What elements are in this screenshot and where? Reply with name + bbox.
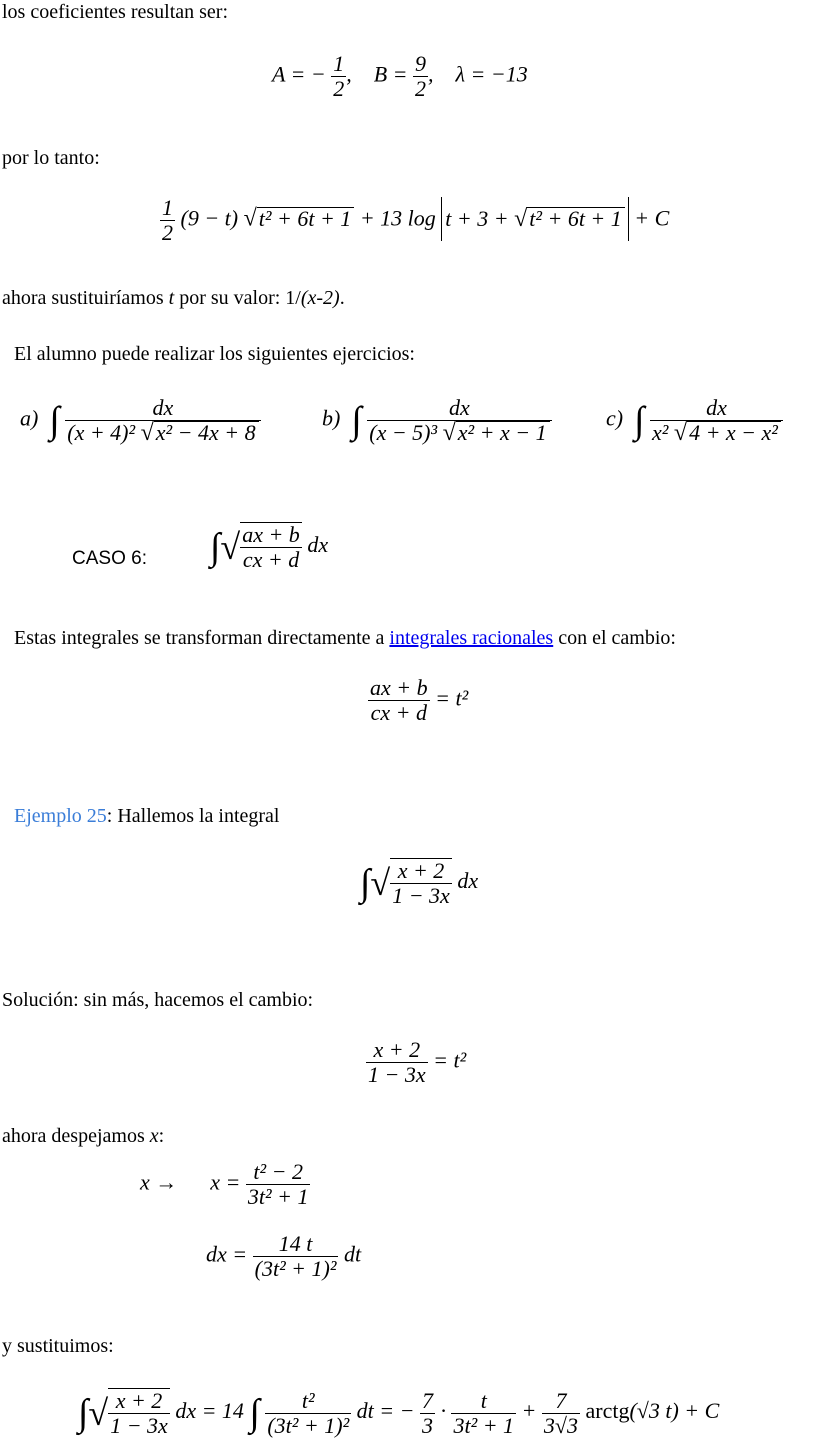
caso-integral: ∫√ $\frac{ax + b}{cx + d}$ dx (210, 522, 329, 572)
exercises-intro: El alumno puede realizar los siguientes ejercicios: (14, 343, 415, 365)
caso-label: CASO 6: (72, 548, 147, 569)
final-formula: ∫√ $\frac{x + 2}{1 - 3x}$ dx = 14 ∫ $\frac{\text{t²}}{\text{(3t² + 1)²}}$ dt = − $\frac{7}{3}$ · $\frac{t}{\text{3t² + 1}}$ + $\frac{7}{3√3}$ arctg(√3 t) + C (78, 1387, 720, 1438)
exercise-a: a) ∫ $\frac{dx}{\text{(x + 4)² √x² − 4x + 8}}$ (20, 396, 261, 445)
sustituir-text: ahora sustituiríamos t por su valor: 1/(x-2). (2, 287, 345, 309)
dx-expression: dx = $\frac{14 t}{\text{(3t² + 1)²}}$ dt (206, 1231, 362, 1281)
exercise-c: c) ∫ $\frac{dx}{\text{x² √4 + x − x²}}$ (606, 396, 783, 445)
ejemplo-label: Ejemplo 25 (14, 805, 107, 827)
ejemplo-integral: ∫√ $\frac{x + 2}{1 - 3x}$ dx (360, 858, 479, 908)
por-lo-tanto-text: por lo tanto: (2, 147, 100, 169)
sustituimos-text: y sustituimos: (2, 1335, 114, 1357)
exercise-b: b) ∫ $\frac{dx}{\text{(x − 5)³ √x² + x − 1}}$ (322, 396, 552, 445)
despejar-text: ahora despejamos x: (2, 1125, 165, 1147)
ejemplo-heading: Ejemplo 25: Hallemos la integral (14, 805, 280, 827)
change-formula-2: $\frac{x + 2}{1 - 3x}$ = t² (368, 1037, 467, 1087)
result-formula: $\frac{1}{2}$ (9 − t) √t² + 6t + 1 + 13 log t + 3 + √t² + 6t + 1 + C (162, 195, 670, 245)
coefficients-formula: A = − $\frac{1}{2}$ , B = $\frac{9}{2}$ , λ = −13 (272, 51, 528, 101)
change-formula-1: $\frac{ax + b}{cx + d}$ = t² (370, 675, 469, 725)
integrales-racionales-link[interactable]: integrales racionales (389, 627, 554, 649)
solucion-text: Solución: sin más, hacemos el cambio: (2, 989, 314, 1011)
x-expression: x → x = $\frac{\text{t² − 2}}{\text{3t² + 1}}$ (140, 1159, 309, 1209)
intro-text: los coeficientes resultan ser: (2, 1, 229, 23)
transform-text: Estas integrales se transforman directamente a integrales racionales con el cambio: (14, 627, 676, 649)
